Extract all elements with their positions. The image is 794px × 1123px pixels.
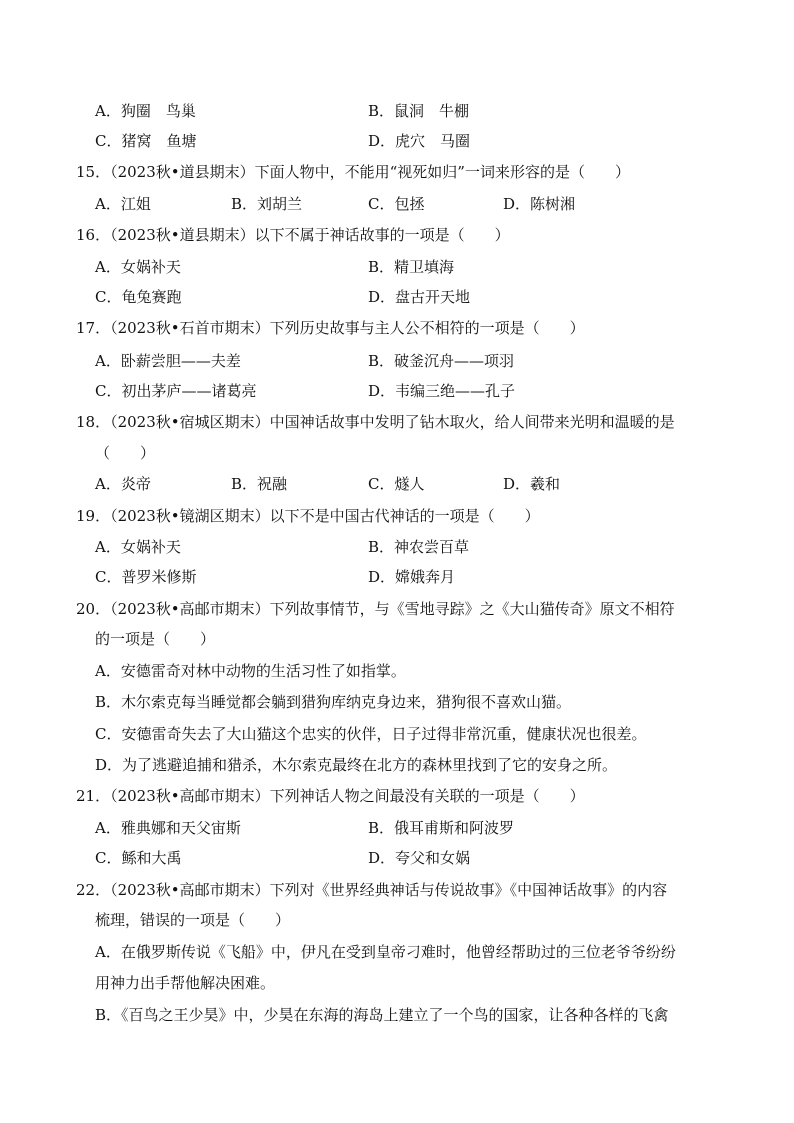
q22-stem: 22．（2023秋•高邮市期末）下列对《世界经典神话与传说故事》《中国神话故事》的内容 [76,881,668,899]
q22-option-a-continued: 用神力出手帮他解决困难。 [95,974,276,992]
q16-stem: 16．（2023秋•道县期末）以下不属于神话故事的一项是（ ） [76,226,510,244]
q22-stem-continued: 梳理，错误的一项是（ ） [95,911,291,929]
q19-option-c: C．普罗米修斯 [95,568,197,586]
q21-option-a: A．雅典娜和天父宙斯 [95,819,241,837]
q19-stem: 19．（2023秋•镜湖区期末）以下不是中国古代神话的一项是（ ） [76,507,540,525]
q14-option-a: A．狗圈 鸟巢 [95,102,196,120]
q20-option-a: A．安德雷奇对林中动物的生活习性了如指掌。 [95,662,406,680]
q16-option-a: A．女娲补天 [95,258,181,276]
q18-option-c: C．燧人 [368,475,425,493]
q18-option-b: B．祝融 [231,475,288,493]
q14-option-c: C．猪窝 鱼塘 [95,132,197,150]
q17-option-a: A．卧薪尝胆——夫差 [95,352,241,370]
q20-stem: 20．（2023秋•高邮市期末）下列故事情节，与《雪地寻踪》之《大山猫传奇》原文不相符 [76,600,675,618]
q14-option-d: D．虎穴 马圈 [368,132,471,150]
q21-stem: 21．（2023秋•高邮市期末）下列神话人物之间最没有关联的一项是（ ） [76,787,585,805]
q15-option-c: C．包拯 [368,195,425,213]
q19-option-a: A．女娲补天 [95,538,181,556]
q16-option-c: C．龟兔赛跑 [95,288,182,306]
q18-stem-continued: （ ） [95,444,156,462]
q18-stem: 18．（2023秋•宿城区期末）中国神话故事中发明了钻木取火，给人间带来光明和温暖的是 [76,413,675,431]
q16-option-d: D．盘古开天地 [368,288,471,306]
q15-stem: 15．（2023秋•道县期末）下面人物中，不能用“视死如归”一词来形容的是（ ） [76,163,630,181]
q17-stem: 17．（2023秋•石首市期末）下列历史故事与主人公不相符的一项是（ ） [76,319,585,337]
q21-option-c: C．鲧和大禹 [95,849,182,867]
q21-option-d: D．夸父和女娲 [368,849,471,867]
q15-option-b: B．刘胡兰 [231,195,303,213]
q22-option-a: A．在俄罗斯传说《飞船》中，伊凡在受到皇帝刁难时，他曾经帮助过的三位老爷爷纷纷 [95,943,676,961]
q22-option-b: B．《百鸟之王少昊》中，少昊在东海的海岛上建立了一个鸟的国家，让各种各样的飞禽 [95,1006,669,1024]
q15-option-d: D．陈树湘 [503,195,576,213]
q20-option-b: B．木尔索克每当睡觉都会躺到猎狗库纳克身边来，猎狗很不喜欢山猫。 [95,693,572,711]
q19-option-d: D．嫦娥奔月 [368,568,456,586]
q17-option-c: C．初出茅庐——诸葛亮 [95,382,257,400]
q17-option-d: D．韦编三绝——孔子 [368,382,516,400]
q19-option-b: B．神农尝百草 [368,538,470,556]
q17-option-b: B．破釜沉舟——项羽 [368,352,515,370]
q15-option-a: A．江姐 [95,195,151,213]
q18-option-a: A．炎帝 [95,475,151,493]
q20-option-d: D．为了逃避追捕和猎杀，木尔索克最终在北方的森林里找到了它的安身之所。 [95,756,618,774]
q21-option-b: B．俄耳甫斯和阿波罗 [368,819,515,837]
q18-option-d: D．羲和 [503,475,561,493]
q20-stem-continued: 的一项是（ ） [95,630,216,648]
q20-option-c: C．安德雷奇失去了大山猫这个忠实的伙伴，日子过得非常沉重，健康状况也很差。 [95,725,647,743]
q16-option-b: B．精卫填海 [368,258,455,276]
q14-option-b: B．鼠洞 牛棚 [368,102,470,120]
